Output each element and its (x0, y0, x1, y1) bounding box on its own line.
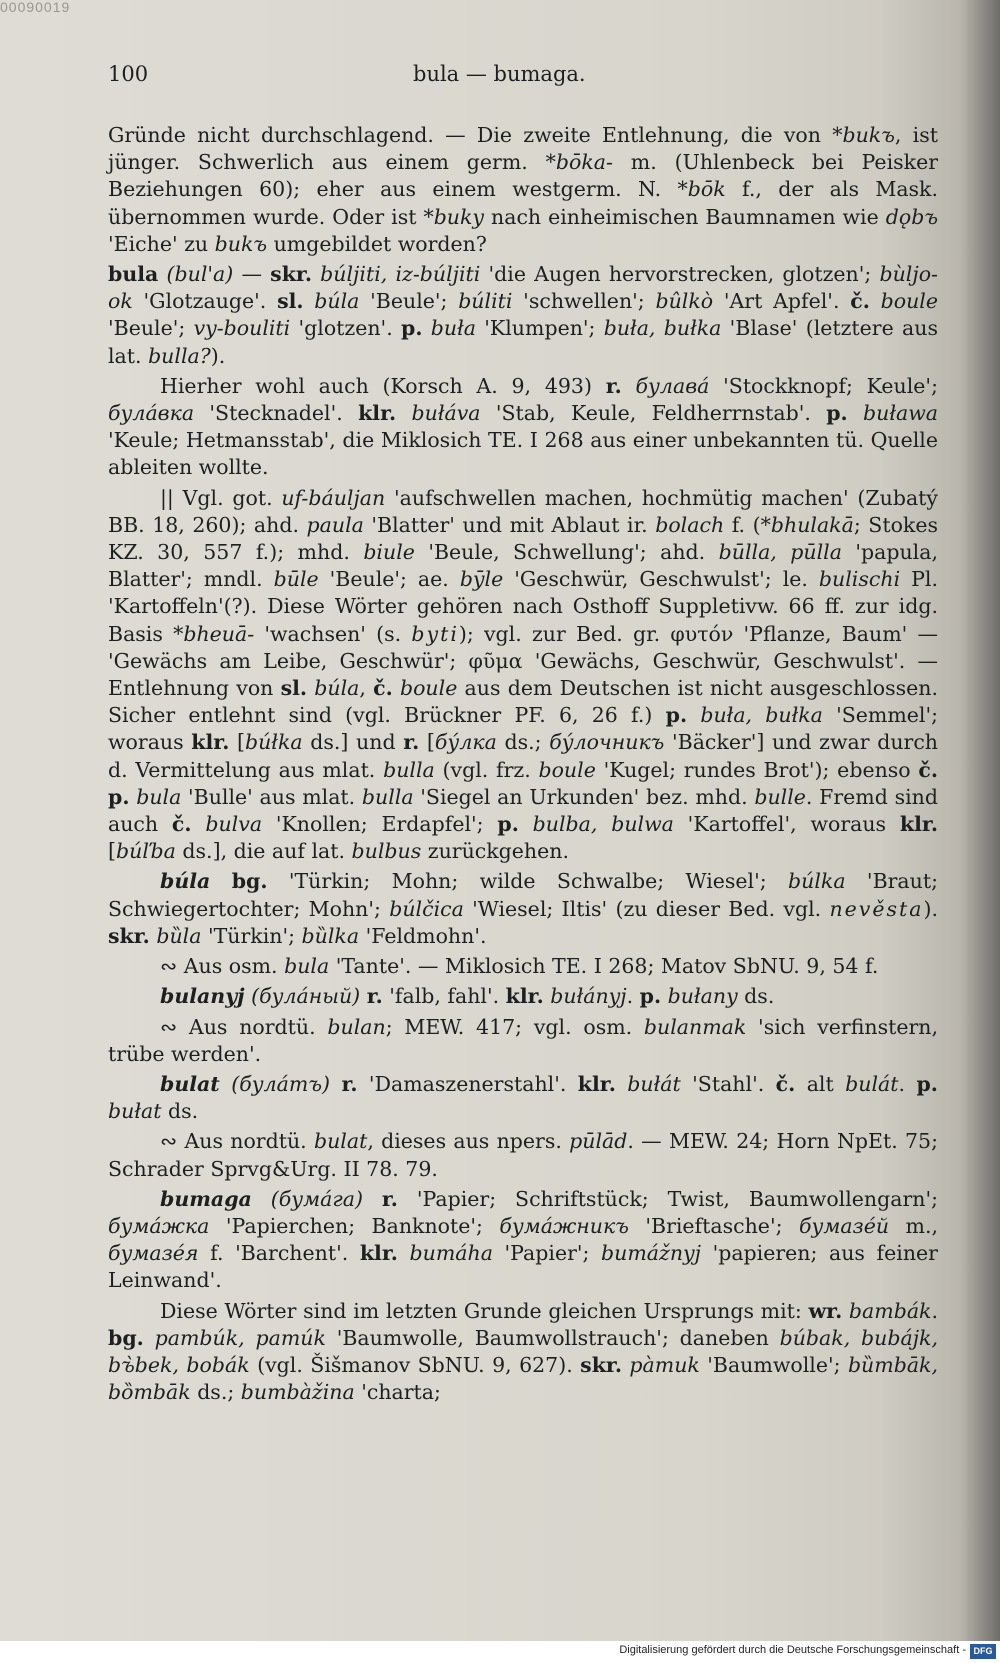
styled-run: bumáha (409, 1241, 493, 1266)
text-run (158, 262, 166, 286)
styled-run: bulbus (351, 839, 422, 864)
styled-run: č. p. (108, 757, 939, 809)
styled-run: bȕlka (301, 923, 360, 948)
styled-run: búla (314, 676, 360, 701)
styled-run: *bōk (677, 177, 726, 202)
text-run (396, 401, 411, 425)
styled-run: bulla (383, 757, 435, 782)
text-run: 'Beule, Schwellung'; ahd. (414, 540, 719, 565)
styled-run: búljiti, iz-búljiti (320, 262, 481, 287)
text-run: Pl. 'Kartoffeln'(?). Diese Wörter gehören nach Osthoff Suppletivw. 66 ff. zur idg. Basis (108, 567, 938, 646)
text-run: 'Damaszenerstahl'. (357, 1071, 578, 1096)
paragraph (108, 953, 938, 980)
paragraph (108, 1186, 938, 1295)
styled-run: bulát (845, 1071, 899, 1096)
text-run (842, 1299, 849, 1323)
text-run: 'Brieftasche'; (628, 1213, 799, 1238)
styled-run: p. (665, 703, 688, 728)
styled-run: булава́ (635, 373, 710, 398)
styled-run: bùljo-ok (108, 262, 938, 314)
styled-run: p. (826, 401, 848, 426)
styled-run: bułáva (411, 401, 481, 426)
text-run: 'charta; (354, 1380, 441, 1405)
text-run: zurückgehen. (421, 839, 569, 864)
styled-run: bula (284, 954, 330, 979)
paragraph (108, 1298, 938, 1407)
styled-run: boule (880, 289, 938, 314)
text-run: 'Baumwolle'; (699, 1352, 848, 1377)
text-run: 'Türkin; Mohn; wilde Schwalbe; Wiesel'; (267, 869, 789, 894)
text-run: — (233, 262, 271, 287)
styled-run: paula (306, 512, 364, 537)
text-run: f. 'Barchent'. (198, 1241, 360, 1266)
styled-run: boule (399, 676, 458, 701)
text-run (870, 289, 881, 313)
styled-run: (бума́га) (270, 1186, 363, 1211)
text-run: 'schwellen'; (512, 289, 656, 314)
styled-run: pūlād (569, 1129, 628, 1154)
styled-run: buła (430, 316, 476, 341)
styled-run: p. (401, 316, 423, 341)
text-run: 'Blatter' und mit Ablaut ir. (363, 512, 656, 537)
styled-run: búliti (458, 289, 513, 314)
styled-run: (bul'a) (166, 262, 234, 287)
styled-run: búlka (788, 869, 846, 894)
styled-run: klr. (191, 730, 230, 755)
text-run: 'Tante'. — Miklosich TE. I 268; Matov SbNU. 9, 54 f. (329, 954, 879, 979)
text-run: 'Eiche' zu (108, 231, 215, 256)
text-run: 'Klumpen'; (476, 316, 604, 341)
styled-run: búľba (116, 839, 176, 864)
paragraph (108, 868, 938, 950)
text-run: 'Knollen; Erdapfel'; (262, 812, 498, 837)
text-run: 'papieren; aus feiner Leinwand'. (108, 1241, 938, 1293)
text-run (330, 1072, 341, 1096)
text-run: ). (923, 896, 939, 921)
styled-run: búla (160, 869, 211, 894)
styled-run: boule (538, 757, 596, 782)
text-run: ds. (161, 1099, 199, 1124)
styled-run: бума́жка (108, 1213, 210, 1238)
page-header (108, 62, 943, 92)
text-run (423, 316, 431, 340)
text-run: 'Baumwolle, Baumwollstrauch'; daneben (325, 1325, 780, 1350)
styled-run: bulba, bulwa (532, 812, 674, 837)
styled-run: bulat (160, 1071, 220, 1096)
styled-run: č. (373, 676, 393, 701)
text-run: [ (108, 839, 116, 864)
styled-run: buła, bułka (603, 316, 722, 341)
styled-run: búla (314, 289, 360, 314)
styled-run: p. (639, 984, 662, 1009)
styled-run: *bheuā- (173, 621, 255, 646)
styled-run: bułat (108, 1099, 162, 1124)
text-run: 'aufschwellen machen, hochmütig machen' (Zubatý BB. 18, 260); ahd. (108, 485, 938, 537)
text-run: . Fremd sind auch (108, 784, 938, 837)
styled-run: būlla, pūlla (718, 540, 842, 565)
styled-run: bula (136, 784, 182, 809)
styled-run: bolach (655, 512, 725, 537)
styled-run: uf-báuljan (281, 485, 386, 510)
styled-run: була́вка (108, 401, 195, 426)
text-run: ∾ Aus nordtü. (160, 1129, 314, 1154)
styled-run: бумазе́й (798, 1213, 890, 1238)
text-run: 'Kartoffel', woraus (673, 812, 900, 837)
text-run: m. (Uhlenbeck bei Peisker Beziehungen 60); eher aus einem westgerm. N. (108, 150, 938, 202)
paragraph (108, 1014, 938, 1068)
styled-run: бу́лка (434, 730, 497, 755)
text-run: 'Stecknadel'. (194, 401, 359, 426)
scan-id-strip: 00090019 (0, 0, 71, 14)
text-run (848, 401, 863, 425)
styled-run: бу́лочникъ (549, 730, 665, 755)
styled-run: vy-bouliti (193, 316, 291, 341)
styled-run: búlčica (389, 896, 464, 921)
text-run: 'Beule'; (108, 316, 194, 341)
paragraph (108, 1071, 938, 1125)
text-run (312, 262, 320, 286)
text-run (363, 1187, 382, 1211)
styled-run: búłka (244, 730, 303, 755)
text-run: 'Bulle' aus mlat. (181, 784, 362, 809)
text-run (622, 374, 636, 398)
styled-run: *bhulakā (760, 512, 854, 537)
text-run: f. ( (724, 512, 761, 537)
styled-run: bg. (108, 1325, 144, 1350)
text-run: ds.; (190, 1380, 241, 1405)
text-run (393, 676, 400, 700)
text-run: || Vgl. got. (160, 485, 282, 510)
styled-run: bulat (313, 1129, 368, 1154)
text-run: [ (229, 730, 245, 755)
styled-run: bumaga (160, 1186, 252, 1211)
styled-run: бумазе́я (108, 1241, 199, 1266)
styled-run: klr. (577, 1071, 616, 1096)
text-run: (vgl. frz. (434, 757, 539, 782)
styled-run: skr. (580, 1352, 622, 1377)
text-run: . — MEW. 24; Horn NpEt. 75; Schrader Sprvg&Urg. II 78. 79. (108, 1129, 938, 1181)
text-run: ds.], die auf lat. (175, 839, 352, 864)
styled-run: skr. (270, 262, 312, 287)
text-run: f., der als Mask. übernommen wurde. Oder ist (108, 177, 938, 229)
text-run: 'Geschwür, Geschwulst'; le. (503, 567, 819, 592)
text-run (220, 1072, 231, 1096)
styled-run: bg. (231, 869, 268, 894)
styled-run: bułát (627, 1071, 681, 1096)
styled-run: klr. (358, 401, 397, 426)
styled-run: bulanmak (643, 1014, 747, 1039)
styled-run: r. (605, 373, 622, 398)
styled-run: skr. (108, 923, 150, 948)
text-run: , (359, 676, 374, 701)
styled-run: bȕmbāk, bȍmbāk (108, 1352, 938, 1405)
styled-run: r. (341, 1071, 358, 1096)
text-run: Gründe nicht durchschlagend. — Die zweite Entlehnung, die von (108, 123, 833, 147)
text-run: 'Wiesel; Iltis' (zu dieser Bed. vgl. (463, 896, 830, 921)
text-run: 'Glotzauge'. (132, 289, 278, 314)
styled-run: bulan (327, 1014, 386, 1039)
text-run (144, 1326, 155, 1350)
text-run: nach einheimischen Baumnamen wie (484, 204, 886, 229)
text-run (687, 703, 700, 727)
styled-run: wr. (808, 1298, 843, 1323)
footer-bar (0, 1641, 1000, 1663)
text-run: Hierher wohl auch (Korsch A. 9, 493) (160, 373, 606, 398)
styled-run: bulischi (818, 567, 901, 592)
text-run: 'Papier'; (492, 1241, 602, 1266)
styled-run: bulla? (148, 343, 211, 368)
text-run: . (931, 1298, 938, 1323)
text-run: , ist jünger. Schwerlich aus einem germ. (108, 123, 938, 175)
text-run: ). (210, 343, 226, 368)
text-run: umgebildet worden? (267, 231, 487, 256)
text-run: (vgl. Šišmanov SbNU. 9, 627). (249, 1352, 581, 1377)
text-run (210, 869, 231, 893)
styled-run: bumážnyj (601, 1241, 701, 1266)
paragraph (108, 122, 938, 258)
text-run: 'Semmel'; woraus (108, 703, 939, 755)
styled-run: bulla (361, 784, 414, 809)
styled-run: bulanyj (160, 984, 245, 1009)
text-run: m., (889, 1213, 938, 1238)
styled-run: būle (273, 567, 319, 592)
text-run: . (898, 1071, 917, 1096)
styled-run: r. (381, 1186, 398, 1211)
styled-run: *bōka- (545, 150, 613, 175)
text-run: 'falb, fahl'. (382, 984, 506, 1009)
styled-run: sl. (280, 676, 308, 701)
text-run: 'Kugel; rundes Brot'); ebenso (595, 757, 919, 782)
text-run: 'Bäcker'] und zwar durch d. Vermittelung aus mlat. (108, 730, 939, 782)
text-run: 'Papier; Schriftstück; Twist, Baumwollengarn'; (397, 1186, 938, 1211)
styled-run: pambúk, pamúk (154, 1325, 326, 1350)
text-run: alt (795, 1071, 846, 1096)
styled-run: bambák (848, 1298, 932, 1323)
paragraph (108, 983, 938, 1010)
text-run (398, 1241, 410, 1265)
text-run: ds. (737, 984, 775, 1009)
styled-run: bukъ (214, 231, 268, 256)
text-run: 'Papierchen; Banknote'; (209, 1213, 500, 1238)
styled-run: bulva (205, 812, 263, 837)
footer-credit: Digitalisierung gefördert durch die Deutsche Forschungsgemeinschaft - (619, 1644, 966, 1656)
text-run: aus dem Deutschen ist nicht ausgeschlossen. Sicher entlehnt sind (vgl. Brückner PF. 6, 26 f.) (108, 676, 938, 728)
text-run: , dieses aus npers. (367, 1129, 570, 1154)
text-run: ; MEW. 417; vgl. osm. (385, 1014, 644, 1039)
text-run: 'Beule'; (359, 289, 459, 314)
styled-run: бума́жникъ (499, 1213, 629, 1238)
text-run: 'papula, Blatter'; mndl. (108, 540, 938, 592)
styled-run: č. (775, 1071, 796, 1096)
text-run: ); vgl. zur Bed. gr. φυτόν 'Pflanze, Baum' — 'Gewächs am Leibe, Geschwür'; φῦμα 'Gewächs, Geschwür, Geschwulst'. — Entlehnung von (108, 621, 938, 701)
styled-run: byti (411, 621, 459, 646)
text-run: ; Stokes KZ. 30, 557 f.); mhd. (108, 512, 938, 565)
text-run: 'Blase' (letztere aus lat. (108, 316, 938, 368)
body-text (108, 122, 938, 1409)
paragraph (108, 373, 938, 482)
text-run: 'Stahl'. (680, 1071, 776, 1096)
text-run: 'Türkin'; (201, 923, 302, 948)
styled-run: bûlkò (655, 289, 714, 314)
text-run: ∾ Aus osm. (160, 954, 285, 979)
text-run (252, 1187, 271, 1211)
paragraph (108, 485, 938, 866)
paragraph (108, 261, 938, 370)
styled-run: buława (863, 401, 939, 426)
text-run (519, 812, 533, 836)
styled-run: r. (366, 984, 383, 1009)
page-number: 100 (108, 62, 149, 86)
styled-run: bȳle (459, 567, 504, 592)
styled-run: bułany (667, 984, 738, 1009)
styled-run: bȕla (156, 923, 202, 948)
text-run: 'Stab, Keule, Feldherrnstab'. (480, 401, 827, 426)
styled-run: p. (497, 812, 519, 837)
text-run: ds.; (496, 730, 550, 755)
styled-run: (була́ный) (251, 984, 361, 1009)
styled-run: č. (171, 812, 192, 837)
text-run: 'Siegel an Urkunden' bez. mhd. (413, 784, 755, 809)
text-run: [ (419, 730, 435, 755)
text-run: 'wachsen' (s. (254, 621, 412, 646)
text-run: 'Keule; Hetmansstab', die Miklosich TE. I 268 aus einer unbekannten tü. Quelle ableiten wollte. (108, 428, 938, 480)
text-run: 'sich verfinstern, trübe werden'. (108, 1014, 938, 1066)
running-head: bula — bumaga. (413, 62, 586, 86)
styled-run: buła, bułka (700, 703, 823, 728)
styled-run: bumbàžina (240, 1380, 355, 1405)
styled-run: bula (108, 262, 159, 287)
styled-run: biule (363, 540, 415, 565)
styled-run: búbak, bubájk, bъ̀bek, bobák (108, 1325, 938, 1377)
dfg-logo-icon: DFG (970, 1644, 996, 1659)
styled-run: klr. (359, 1241, 398, 1266)
text-run: 'Art Apfel'. (713, 289, 851, 314)
text-run: Diese Wörter sind im letzten Grunde gleichen Ursprungs mit: (160, 1298, 809, 1323)
styled-run: bułányj (550, 984, 627, 1009)
text-run: 'die Augen hervorstrecken, glotzen'; (480, 262, 880, 287)
text-run (616, 1072, 627, 1096)
styled-run: klr. (899, 812, 938, 837)
styled-run: dǫbъ (885, 204, 938, 229)
text-run: 'Beule'; ae. (318, 567, 460, 592)
text-run: . (626, 984, 640, 1009)
text-run: 'glotzen'. (290, 316, 402, 341)
styled-run: č. (850, 289, 870, 314)
text-run: 'Feldmohn'. (359, 923, 487, 948)
styled-run: r. (403, 730, 420, 755)
text-run (192, 812, 206, 836)
paragraph (108, 1128, 938, 1182)
styled-run: p. (916, 1071, 938, 1096)
styled-run: (була́тъ) (231, 1071, 330, 1096)
styled-run: *bukъ (832, 123, 895, 147)
text-run: ds.] und (302, 730, 404, 755)
styled-run: sl. (277, 289, 304, 314)
text-run (304, 289, 315, 313)
styled-run: *buky (423, 204, 485, 229)
styled-run: pàmuk (629, 1352, 700, 1377)
styled-run: klr. (505, 984, 544, 1009)
text-run: 'Stockknopf; Keule'; (709, 373, 938, 398)
styled-run: nevěsta (829, 896, 924, 921)
text-run: ∾ Aus nordtü. (160, 1014, 328, 1039)
text-run: 'Braut; Schwiegertochter; Mohn'; (108, 869, 938, 921)
styled-run: bulle (754, 784, 806, 809)
